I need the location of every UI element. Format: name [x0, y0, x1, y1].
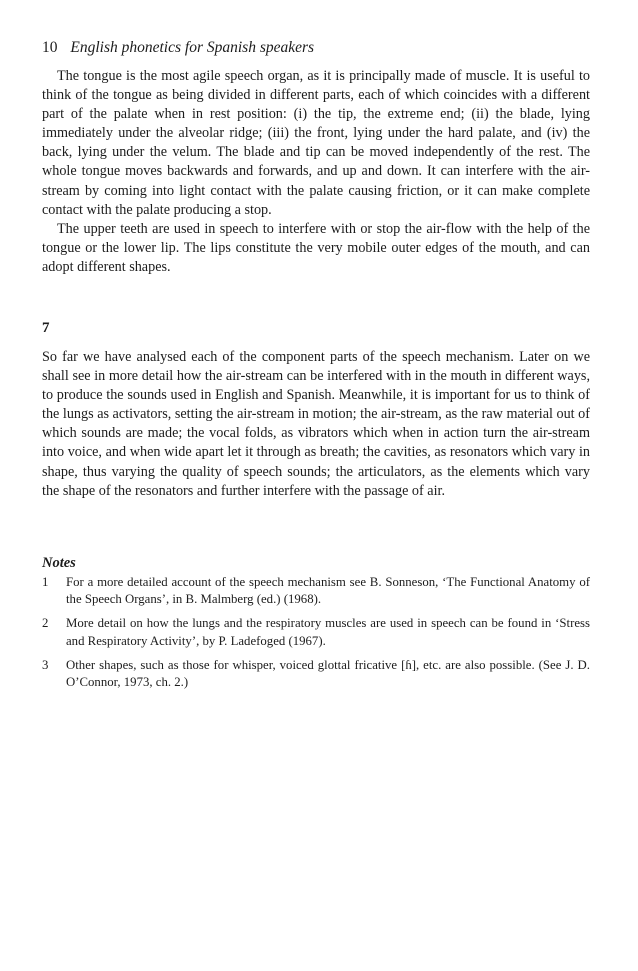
note-text: More detail on how the lungs and the respiratory muscles are used in speech can be found in ‘Stress and Respiratory Activity’, by P. Ladefoged (1967). — [66, 616, 590, 648]
note-item — [42, 657, 590, 691]
note-number: 3 — [42, 657, 49, 672]
notes-section — [42, 553, 590, 698]
note-number: 1 — [42, 575, 49, 589]
paragraph-summary: So far we have analysed each of the component parts of the speech mechanism. Later on we shall see in more detail how the air-stream can be interfered with in the mouth in different ways, to produce the sounds used in English and Spanish. Meanwhile, it is important for us to think of the lungs as activators, setting the air-stream in motion; the air-stream, as the raw material out of which sounds are made; the vocal folds, as vibrators which when in action turn the air-stream into voice, and when wide apart let it through as breath; the cavities, as resonators which vary in shape, thus varying the quality of speech sounds; the articulators, as the elements which vary the shape of the resonators and further interfere with the passage of air. — [42, 349, 590, 499]
note-text: For a more detailed account of the speech mechanism see B. Sonneson, ‘The Functional Anatomy of the Speech Organs’, in B. Malmberg (ed.) (1968). — [66, 575, 590, 607]
page-number: 10 — [42, 39, 58, 56]
notes-heading: Notes — [42, 555, 76, 571]
paragraph-teeth-lips: The upper teeth are used in speech to interfere with or stop the air-flow with the help of the tongue or the lower lip. The lips constitute the very mobile outer edges of the mouth, and can adopt different shapes. — [42, 220, 590, 275]
running-title: English phonetics for Spanish speakers — [70, 39, 315, 56]
section-7-body — [42, 348, 590, 501]
paragraph-tongue: The tongue is the most agile speech organ, as it is principally made of muscle. It is useful to think of the tongue as being divided in different parts, each of which coincides with a different part of the palate when in rest position: (i) the tip, the extreme end; (ii) the blade, lying immediately under the alveolar ridge; (iii) the front, lying under the hard palate, and (iv) the back, lying under the velum. The blade and tip can be moved independently of the rest. The whole tongue moves backwards and forwards, and up and down. It can interfere with the air-stream by coming into light contact with the palate causing friction, or it can make complete contact with the palate producing a stop. — [42, 68, 590, 218]
section-a-body — [42, 67, 590, 277]
running-head — [42, 38, 314, 58]
note-number: 2 — [42, 616, 49, 631]
section-number: 7 — [42, 320, 50, 336]
note-item — [42, 615, 590, 649]
note-text: Other shapes, such as those for whisper, voiced glottal fricative [ɦ], etc. are also possible. (See J. D. O’Connor, 1973, ch. 2.) — [66, 657, 590, 690]
note-item — [42, 574, 590, 608]
